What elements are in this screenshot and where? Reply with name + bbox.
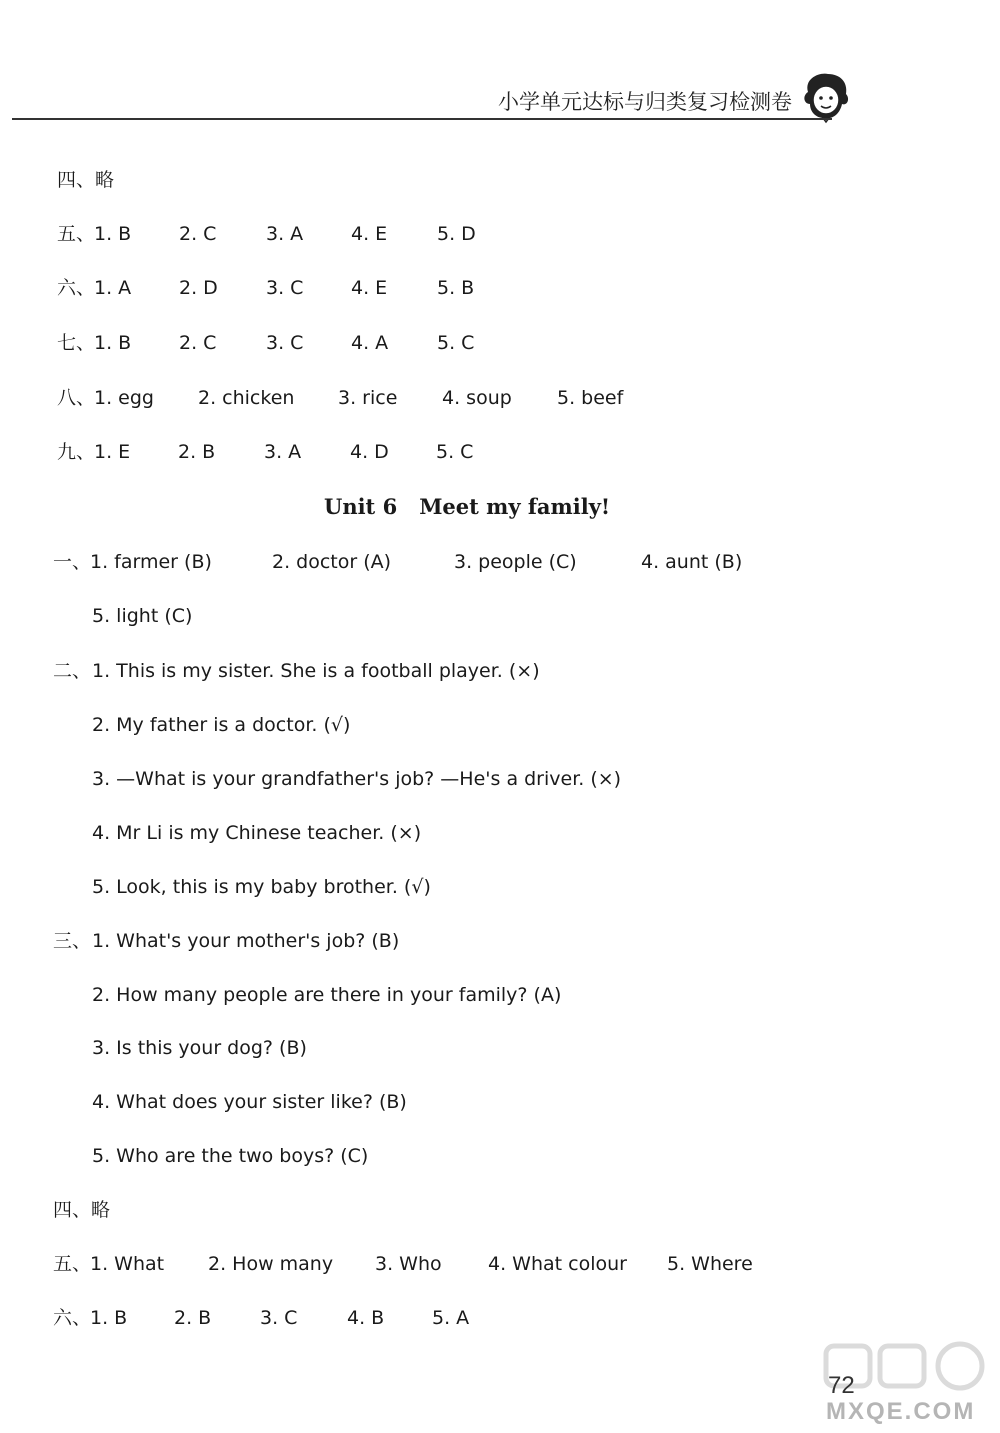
answer-item: 2. B	[174, 1307, 212, 1329]
answer-item: 3. C	[260, 1307, 298, 1329]
section-label: 七、	[57, 332, 96, 354]
sentence-row	[92, 1144, 368, 1168]
sentence-item: 1. What's your mother's job? (B)	[92, 930, 400, 952]
answer-item: 3. A	[264, 441, 302, 463]
unit-number: Unit 6	[324, 494, 398, 519]
answer-item: 1. B	[94, 332, 132, 354]
answer-item: 5. beef	[557, 387, 624, 409]
answer-item: 4. soup	[442, 387, 512, 409]
answer-item: 3. rice	[338, 387, 398, 409]
answer-item: 3. C	[266, 277, 304, 299]
answer-item: 5. A	[432, 1307, 470, 1329]
answer-item: 4. aunt (B)	[641, 551, 743, 573]
unit-section-4	[53, 1198, 110, 1222]
section-label: 五、	[53, 1253, 92, 1275]
answer-item: 4. A	[351, 332, 389, 354]
answer-item: 1. A	[94, 277, 132, 299]
section-label: 三、	[53, 930, 92, 952]
answer-item: 1. B	[90, 1307, 128, 1329]
answer-item: 5. C	[436, 441, 474, 463]
answer-item: 5. C	[437, 332, 475, 354]
section-4-top	[57, 168, 114, 192]
section-label: 八、	[57, 387, 96, 409]
header-rule	[12, 118, 832, 120]
answer-item: 5. B	[437, 277, 475, 299]
girl-mascot-icon	[800, 70, 852, 124]
answer-item: 5. Where	[667, 1253, 753, 1275]
watermark-text: MXQE.COM	[826, 1398, 976, 1425]
answer-item: 2. doctor (A)	[272, 551, 392, 573]
section-label: 五、	[57, 223, 96, 245]
answer-item: 2. How many	[208, 1253, 334, 1275]
sentence-item: 4. Mr Li is my Chinese teacher. (×)	[92, 822, 422, 844]
sentence-item: 3. —What is your grandfather's job? —He's a driver. (×)	[92, 768, 622, 790]
sentence-row	[92, 767, 621, 791]
answer-item: 2. B	[178, 441, 216, 463]
section-label: 六、	[57, 277, 96, 299]
section-label: 四、略	[57, 169, 115, 191]
sentence-row	[92, 983, 561, 1007]
page-number: 72	[828, 1372, 855, 1399]
sentence-item: 5. Who are the two boys? (C)	[92, 1145, 369, 1167]
answer-item: 4. B	[347, 1307, 385, 1329]
answer-item: 1. What	[90, 1253, 165, 1275]
answer-item: 3. C	[266, 332, 304, 354]
answer-item: 5. D	[437, 223, 476, 245]
answer-item: 4. E	[351, 277, 388, 299]
section-label: 一、	[53, 551, 92, 573]
sentence-item: 2. How many people are there in your family? (A)	[92, 984, 562, 1006]
answer-item: 1. egg	[94, 387, 154, 409]
section-label: 九、	[57, 441, 96, 463]
sentence-item: 5. Look, this is my baby brother. (√)	[92, 876, 431, 898]
sentence-row	[92, 821, 421, 845]
answer-item: 1. E	[94, 441, 131, 463]
answer-item: 1. B	[94, 223, 132, 245]
answer-item: 2. C	[179, 223, 217, 245]
sentence-item: 4. What does your sister like? (B)	[92, 1091, 407, 1113]
answer-item: 1. farmer (B)	[90, 551, 212, 573]
sentence-row	[92, 713, 350, 737]
answer-item: 3. people (C)	[454, 551, 577, 573]
unit-title: Meet my family!	[419, 494, 611, 519]
answer-item: 5. light (C)	[92, 605, 193, 627]
answer-item: 2. C	[179, 332, 217, 354]
answer-item: 4. D	[350, 441, 389, 463]
answer-item: 4. What colour	[488, 1253, 627, 1275]
sentence-row	[92, 1036, 307, 1060]
answer-item: 4. E	[351, 223, 388, 245]
answer-item: 2. D	[179, 277, 218, 299]
answer-item: 3. Who	[375, 1253, 442, 1275]
section-label: 四、略	[53, 1199, 111, 1221]
sentence-row	[92, 1090, 407, 1114]
answer-item: 3. A	[266, 223, 304, 245]
answer-item: 2. chicken	[198, 387, 295, 409]
sentence-item: 2. My father is a doctor. (√)	[92, 714, 351, 736]
section-label: 二、	[53, 660, 92, 682]
unit-heading	[324, 494, 632, 519]
unit-section-1-line2	[92, 604, 192, 628]
sentence-row	[92, 875, 431, 899]
header-title: 小学单元达标与归类复习检测卷	[498, 90, 792, 114]
sentence-item: 1. This is my sister. She is a football player. (×)	[92, 660, 540, 682]
sentence-item: 3. Is this your dog? (B)	[92, 1037, 307, 1059]
section-label: 六、	[53, 1307, 92, 1329]
